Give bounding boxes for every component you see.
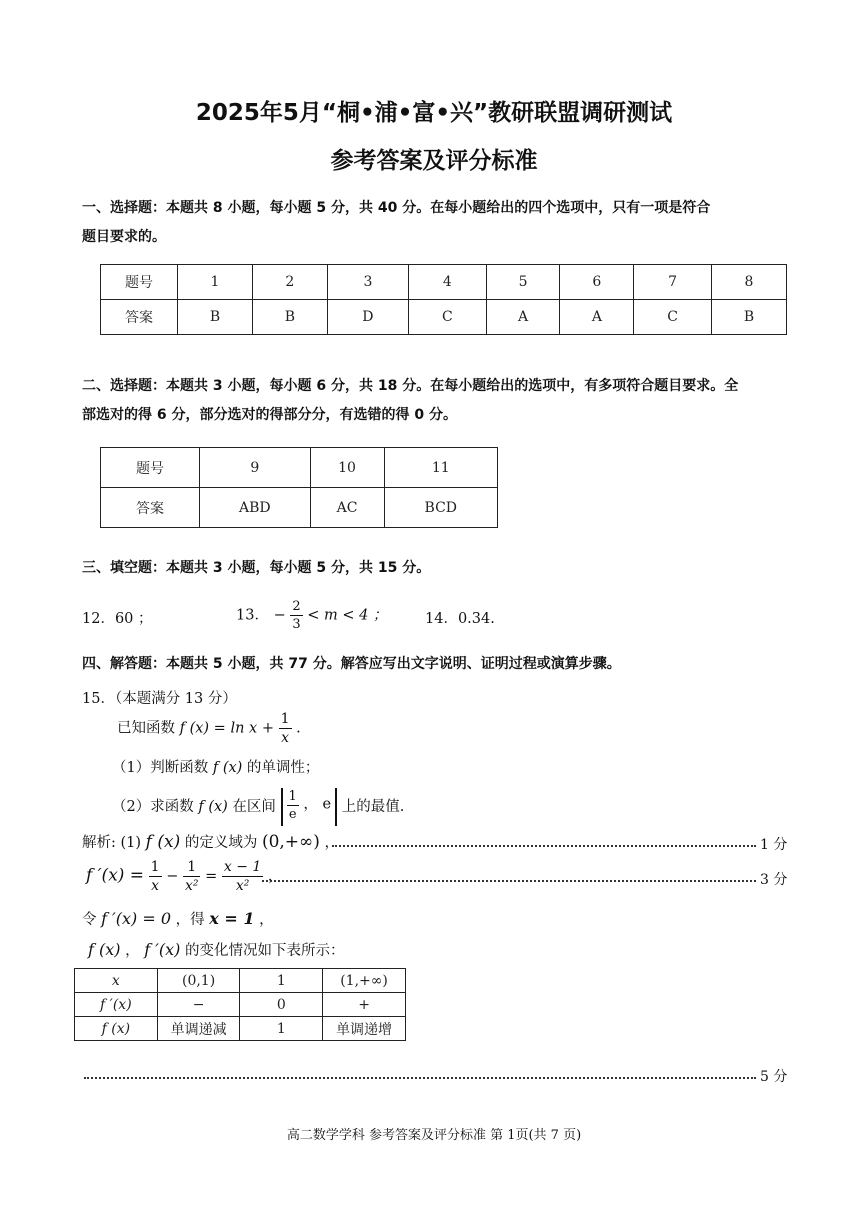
- question-number-cell: 5: [486, 265, 560, 300]
- leader-dots: [332, 845, 756, 847]
- deriv-eq: =: [205, 868, 218, 885]
- q15-given-end: .: [296, 720, 301, 737]
- answer-cell: BCD: [384, 488, 497, 528]
- deriv-frac-b: [183, 860, 201, 893]
- row-label-answer: 答案: [101, 488, 200, 528]
- row-label-question: 题号: [101, 448, 200, 488]
- question-number-cell: 10: [310, 448, 384, 488]
- interval-bracket-left: [281, 788, 332, 826]
- deriv-minus: −: [166, 868, 179, 885]
- row-label-question: 题号: [101, 265, 178, 300]
- table-row: [101, 448, 498, 488]
- var-head-x: x: [75, 969, 158, 993]
- deriv-lhs: f ′(x) =: [86, 865, 145, 886]
- let-mid: ，得: [175, 912, 205, 928]
- q15-part1: [112, 757, 319, 779]
- q15-part1-fx: f (x): [212, 760, 243, 776]
- answer-cell: C: [634, 300, 712, 335]
- var-row1-c2: 0: [240, 993, 323, 1017]
- deriv-b-den: x²: [184, 878, 199, 894]
- q13-num: 2: [292, 599, 301, 614]
- q15-part2-den: e: [288, 807, 297, 822]
- solution-domain-text: 的定义域为: [184, 835, 258, 851]
- page-title: 2025年5月“桐•浦•富•兴”教研联盟调研测试: [195, 100, 673, 126]
- table-row: [75, 1017, 406, 1041]
- solution-domain-line: [82, 831, 339, 854]
- q13-label: 13．: [236, 607, 269, 624]
- var-head-point: 1: [240, 969, 323, 993]
- section2-answer-table: [100, 447, 498, 528]
- question-number-cell: 1: [178, 265, 253, 300]
- var-row1-c3: +: [323, 993, 406, 1017]
- q15-given: [117, 712, 301, 745]
- fill-answer-12: 12．60 ；: [82, 611, 153, 627]
- score-1: 1 分: [760, 837, 788, 853]
- q15-label: 15．（本题满分 13 分）: [82, 691, 237, 707]
- solution-domain-end: ，: [324, 835, 339, 851]
- q15-given-num: 1: [280, 711, 290, 727]
- let-expr: f ′(x) = 0: [101, 909, 172, 928]
- question-number-cell: 2: [252, 265, 327, 300]
- answer-cell: D: [327, 300, 408, 335]
- interval-bracket-right: [331, 788, 337, 826]
- let-line: [82, 908, 274, 931]
- table-intro: [88, 939, 345, 962]
- page-subtitle: 参考答案及评分标准: [330, 148, 538, 174]
- question-number-cell: 8: [711, 265, 786, 300]
- derivative-line: [86, 860, 282, 893]
- var-head-interval-2: (1,+∞): [323, 969, 406, 993]
- section1-heading: [82, 194, 792, 252]
- score-5: 5 分: [760, 1069, 788, 1085]
- q15-given-prefix: 已知函数: [117, 720, 175, 737]
- answer-cell: A: [486, 300, 560, 335]
- q15-given-fx: f (x) = ln x +: [179, 720, 274, 737]
- page-footer: 高二数学学科 参考答案及评分标准 第 1页(共 7 页): [286, 1128, 582, 1143]
- section1-heading-line1: 一、选择题：本题共 8 小题，每小题 5 分，共 40 分。在每小题给出的四个选项中，只有一项是符合: [82, 200, 711, 216]
- deriv-b-num: 1: [183, 860, 201, 877]
- q13-fraction: [290, 600, 302, 631]
- variation-table: [74, 968, 406, 1041]
- deriv-c-num: x − 1: [223, 859, 262, 875]
- q13-rest: < m < 4 ；: [307, 607, 388, 624]
- q15-part2-suffix: 上的最值.: [341, 799, 405, 815]
- var-row2-c3: 单调递增: [323, 1017, 406, 1041]
- let-prefix: 令: [82, 912, 97, 928]
- deriv-a-den: x: [151, 878, 160, 894]
- question-number-cell: 9: [200, 448, 311, 488]
- question-number-cell: 4: [408, 265, 486, 300]
- section1-answer-table: [100, 264, 787, 335]
- table-intro-text: 的变化情况如下表所示：: [185, 943, 345, 959]
- fill-answer-14: 14．0.34.: [425, 611, 495, 627]
- fill-answer-13: [236, 600, 387, 631]
- q15-given-fraction: [279, 712, 292, 745]
- section4-heading: 四、解答题：本题共 5 小题，共 77 分。解答应写出文字说明、证明过程或演算步骤。: [82, 656, 621, 672]
- question-number-cell: 3: [327, 265, 408, 300]
- table-row: [101, 265, 787, 300]
- var-row1-label: f ′(x): [75, 993, 158, 1017]
- q15-part2-mid: 在区间: [232, 799, 276, 815]
- score-3: 3 分: [760, 872, 788, 888]
- var-row2-c2: 1: [240, 1017, 323, 1041]
- question-number-cell: 6: [560, 265, 634, 300]
- solution-fx: f (x): [145, 832, 181, 852]
- let-x: x = 1: [209, 909, 255, 928]
- answer-cell: A: [560, 300, 634, 335]
- var-row2-label: f (x): [75, 1017, 158, 1041]
- answer-cell: B: [252, 300, 327, 335]
- q15-part2-num: 1: [288, 789, 297, 804]
- deriv-frac-c: [222, 860, 263, 893]
- section2-heading-line1: 二、选择题：本题共 3 小题，每小题 6 分，共 18 分。在每小题给出的选项中，有多项符合题目要求。全: [82, 378, 739, 394]
- deriv-c-den: x²: [235, 878, 250, 894]
- var-row1-c1: −: [157, 993, 240, 1017]
- q15-part2-prefix: （2）求函数: [112, 799, 194, 815]
- table-row: [75, 969, 406, 993]
- table-row: [75, 993, 406, 1017]
- q13-den: 3: [292, 617, 301, 632]
- q15-part2-e: ， e: [303, 796, 332, 813]
- var-head-interval-1: (0,1): [157, 969, 240, 993]
- answer-cell: C: [408, 300, 486, 335]
- q15-given-den: x: [281, 730, 289, 746]
- section3-heading: 三、填空题：本题共 3 小题，每小题 5 分，共 15 分。: [82, 560, 431, 576]
- deriv-a-num: 1: [150, 859, 160, 875]
- q15-part2-fx: f (x): [198, 799, 228, 815]
- q15-part2-fraction: [287, 790, 299, 821]
- leader-dots: [262, 880, 756, 882]
- question-number-cell: 7: [634, 265, 712, 300]
- row-label-answer: 答案: [101, 300, 178, 335]
- q15-part2: [112, 788, 404, 826]
- q13-neg: −: [273, 607, 286, 624]
- section2-heading-line2: 部选对的得 6 分，部分选对的得部分分，有选错的得 0 分。: [82, 407, 457, 423]
- solution-domain: (0,+∞): [261, 832, 320, 852]
- answer-cell: B: [178, 300, 253, 335]
- leader-dots: [84, 1077, 756, 1079]
- section1-heading-line2: 题目要求的。: [82, 229, 166, 245]
- table-intro-b: f ′(x): [144, 940, 181, 959]
- q15-part1-prefix: （1）判断函数: [112, 760, 209, 776]
- let-end: ，: [259, 912, 274, 928]
- table-row: [101, 488, 498, 528]
- var-row2-c1: 单调递减: [157, 1017, 240, 1041]
- deriv-end: ，: [267, 868, 283, 885]
- q15-part1-suffix: 的单调性；: [246, 760, 320, 776]
- section2-heading: [82, 372, 792, 430]
- answer-cell: ABD: [200, 488, 311, 528]
- table-intro-a: f (x): [88, 940, 121, 959]
- table-row: [101, 300, 787, 335]
- table-intro-sep: ，: [125, 943, 140, 959]
- answer-cell: AC: [310, 488, 384, 528]
- solution-prefix: 解析: (1): [82, 835, 142, 851]
- deriv-frac-a: [149, 860, 162, 893]
- answer-cell: B: [711, 300, 786, 335]
- question-number-cell: 11: [384, 448, 497, 488]
